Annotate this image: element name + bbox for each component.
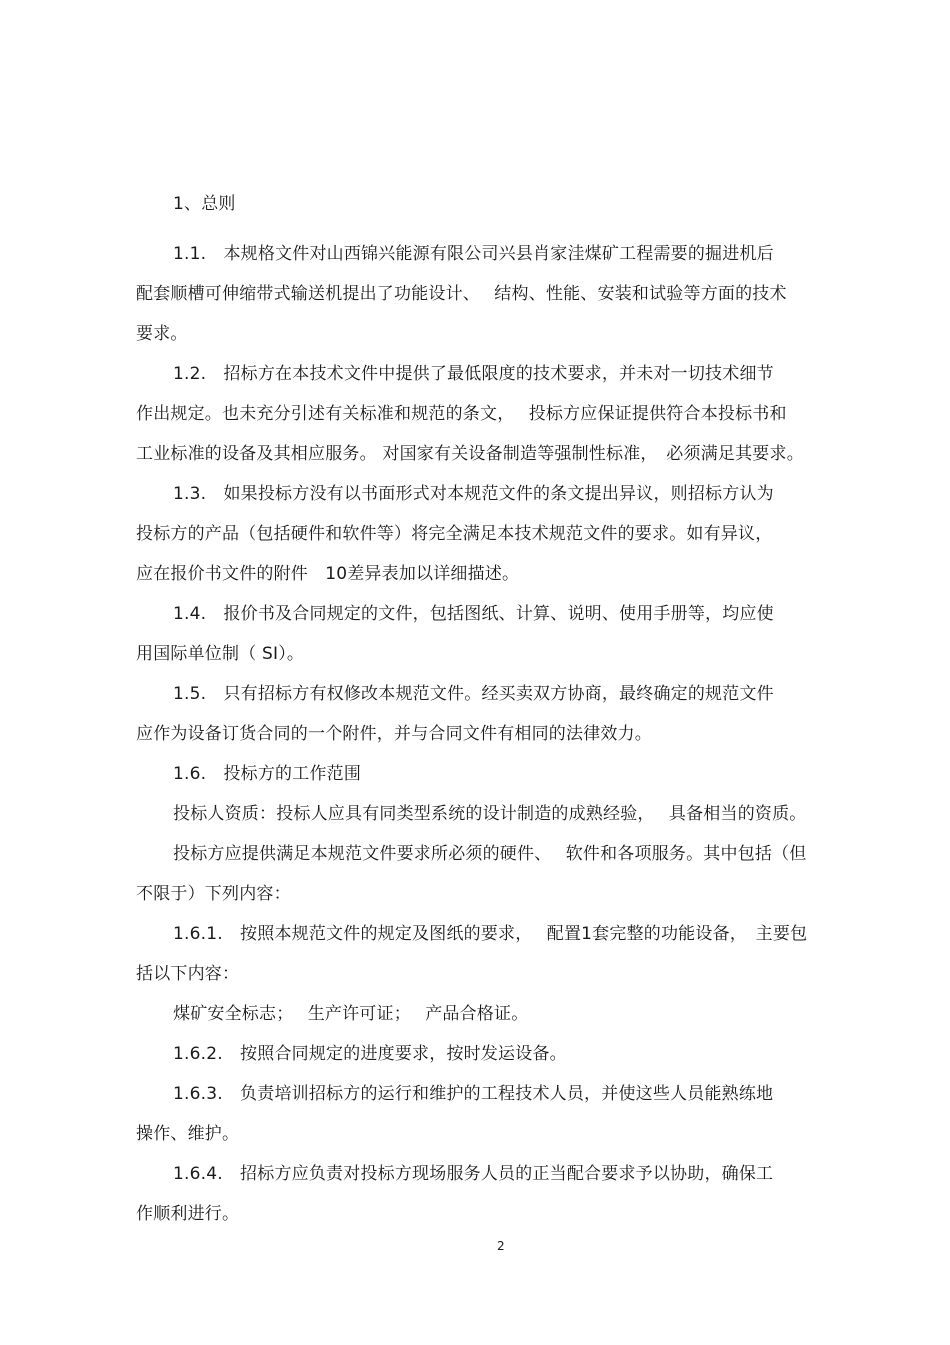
- bidder-scope-line-2: 不限于）下列内容：: [136, 884, 291, 904]
- paragraph-1-6-4-line-1: 1.6.4. 招标方应负责对投标方现场服务人员的正当配合要求予以协助，确保工: [173, 1164, 774, 1184]
- paragraph-1-6-4-line-2: 作顺利进行。: [136, 1204, 240, 1224]
- paragraph-1-5-line-2: 应作为设备订货合同的一个附件，并与合同文件有相同的法律效力。: [136, 724, 652, 744]
- certificates-list: 煤矿安全标志； 生产许可证； 产品合格证。: [173, 1004, 529, 1024]
- paragraph-1-6-1-line-1: 1.6.1. 按照本规范文件的规定及图纸的要求， 配置1套完整的功能设备， 主要包: [173, 924, 808, 944]
- paragraph-1-5-line-1: 1.5. 只有招标方有权修改本规范文件。经买卖双方协商，最终确定的规范文件: [173, 684, 774, 704]
- bidder-qualification: 投标人资质：投标人应具有同类型系统的设计制造的成熟经验， 具备相当的资质。: [173, 804, 807, 824]
- paragraph-1-3-line-1: 1.3. 如果投标方没有以书面形式对本规范文件的条文提出异议，则招标方认为: [173, 484, 774, 504]
- paragraph-1-3-line-2: 投标方的产品（包括硬件和软件等）将完全满足本技术规范文件的要求。如有异议，: [136, 524, 773, 544]
- bidder-scope-line-1: 投标方应提供满足本规范文件要求所必须的硬件、 软件和各项服务。其中包括（但: [173, 844, 807, 864]
- paragraph-1-2-line-2: 作出规定。也未充分引述有关标准和规范的条文， 投标方应保证提供符合本投标书和: [136, 404, 787, 424]
- paragraph-1-6-2: 1.6.2. 按照合同规定的进度要求，按时发运设备。: [173, 1044, 567, 1064]
- paragraph-1-6-heading: 1.6. 投标方的工作范围: [173, 764, 362, 784]
- paragraph-1-4-line-2: 用国际单位制（ SI）。: [136, 644, 305, 664]
- paragraph-1-1-line-2: 配套顺槽可伸缩带式输送机提出了功能设计、 结构、性能、安装和试验等方面的技术: [136, 284, 787, 304]
- paragraph-1-1-line-3: 要求。: [136, 324, 188, 344]
- page-number: 2: [497, 1239, 505, 1253]
- section-heading-general: 1、总则: [173, 194, 236, 214]
- paragraph-1-6-1-line-2: 括以下内容：: [136, 964, 240, 984]
- paragraph-1-2-line-3: 工业标准的设备及其相应服务。 对国家有关设备制造等强制性标准， 必须满足其要求。: [136, 444, 804, 464]
- paragraph-1-6-3-line-1: 1.6.3. 负责培训招标方的运行和维护的工程技术人员，并使这些人员能熟练地: [173, 1084, 774, 1104]
- paragraph-1-2-line-1: 1.2. 招标方在本技术文件中提供了最低限度的技术要求，并未对一切技术细节: [173, 364, 774, 384]
- paragraph-1-1-line-1: 1.1. 本规格文件对山西锦兴能源有限公司兴县肖家洼煤矿工程需要的掘进机后: [173, 244, 774, 264]
- paragraph-1-6-3-line-2: 操作、维护。: [136, 1124, 240, 1144]
- paragraph-1-4-line-1: 1.4. 报价书及合同规定的文件，包括图纸、计算、说明、使用手册等，均应使: [173, 604, 774, 624]
- paragraph-1-3-line-3: 应在报价书文件的附件 10差异表加以详细描述。: [136, 564, 520, 584]
